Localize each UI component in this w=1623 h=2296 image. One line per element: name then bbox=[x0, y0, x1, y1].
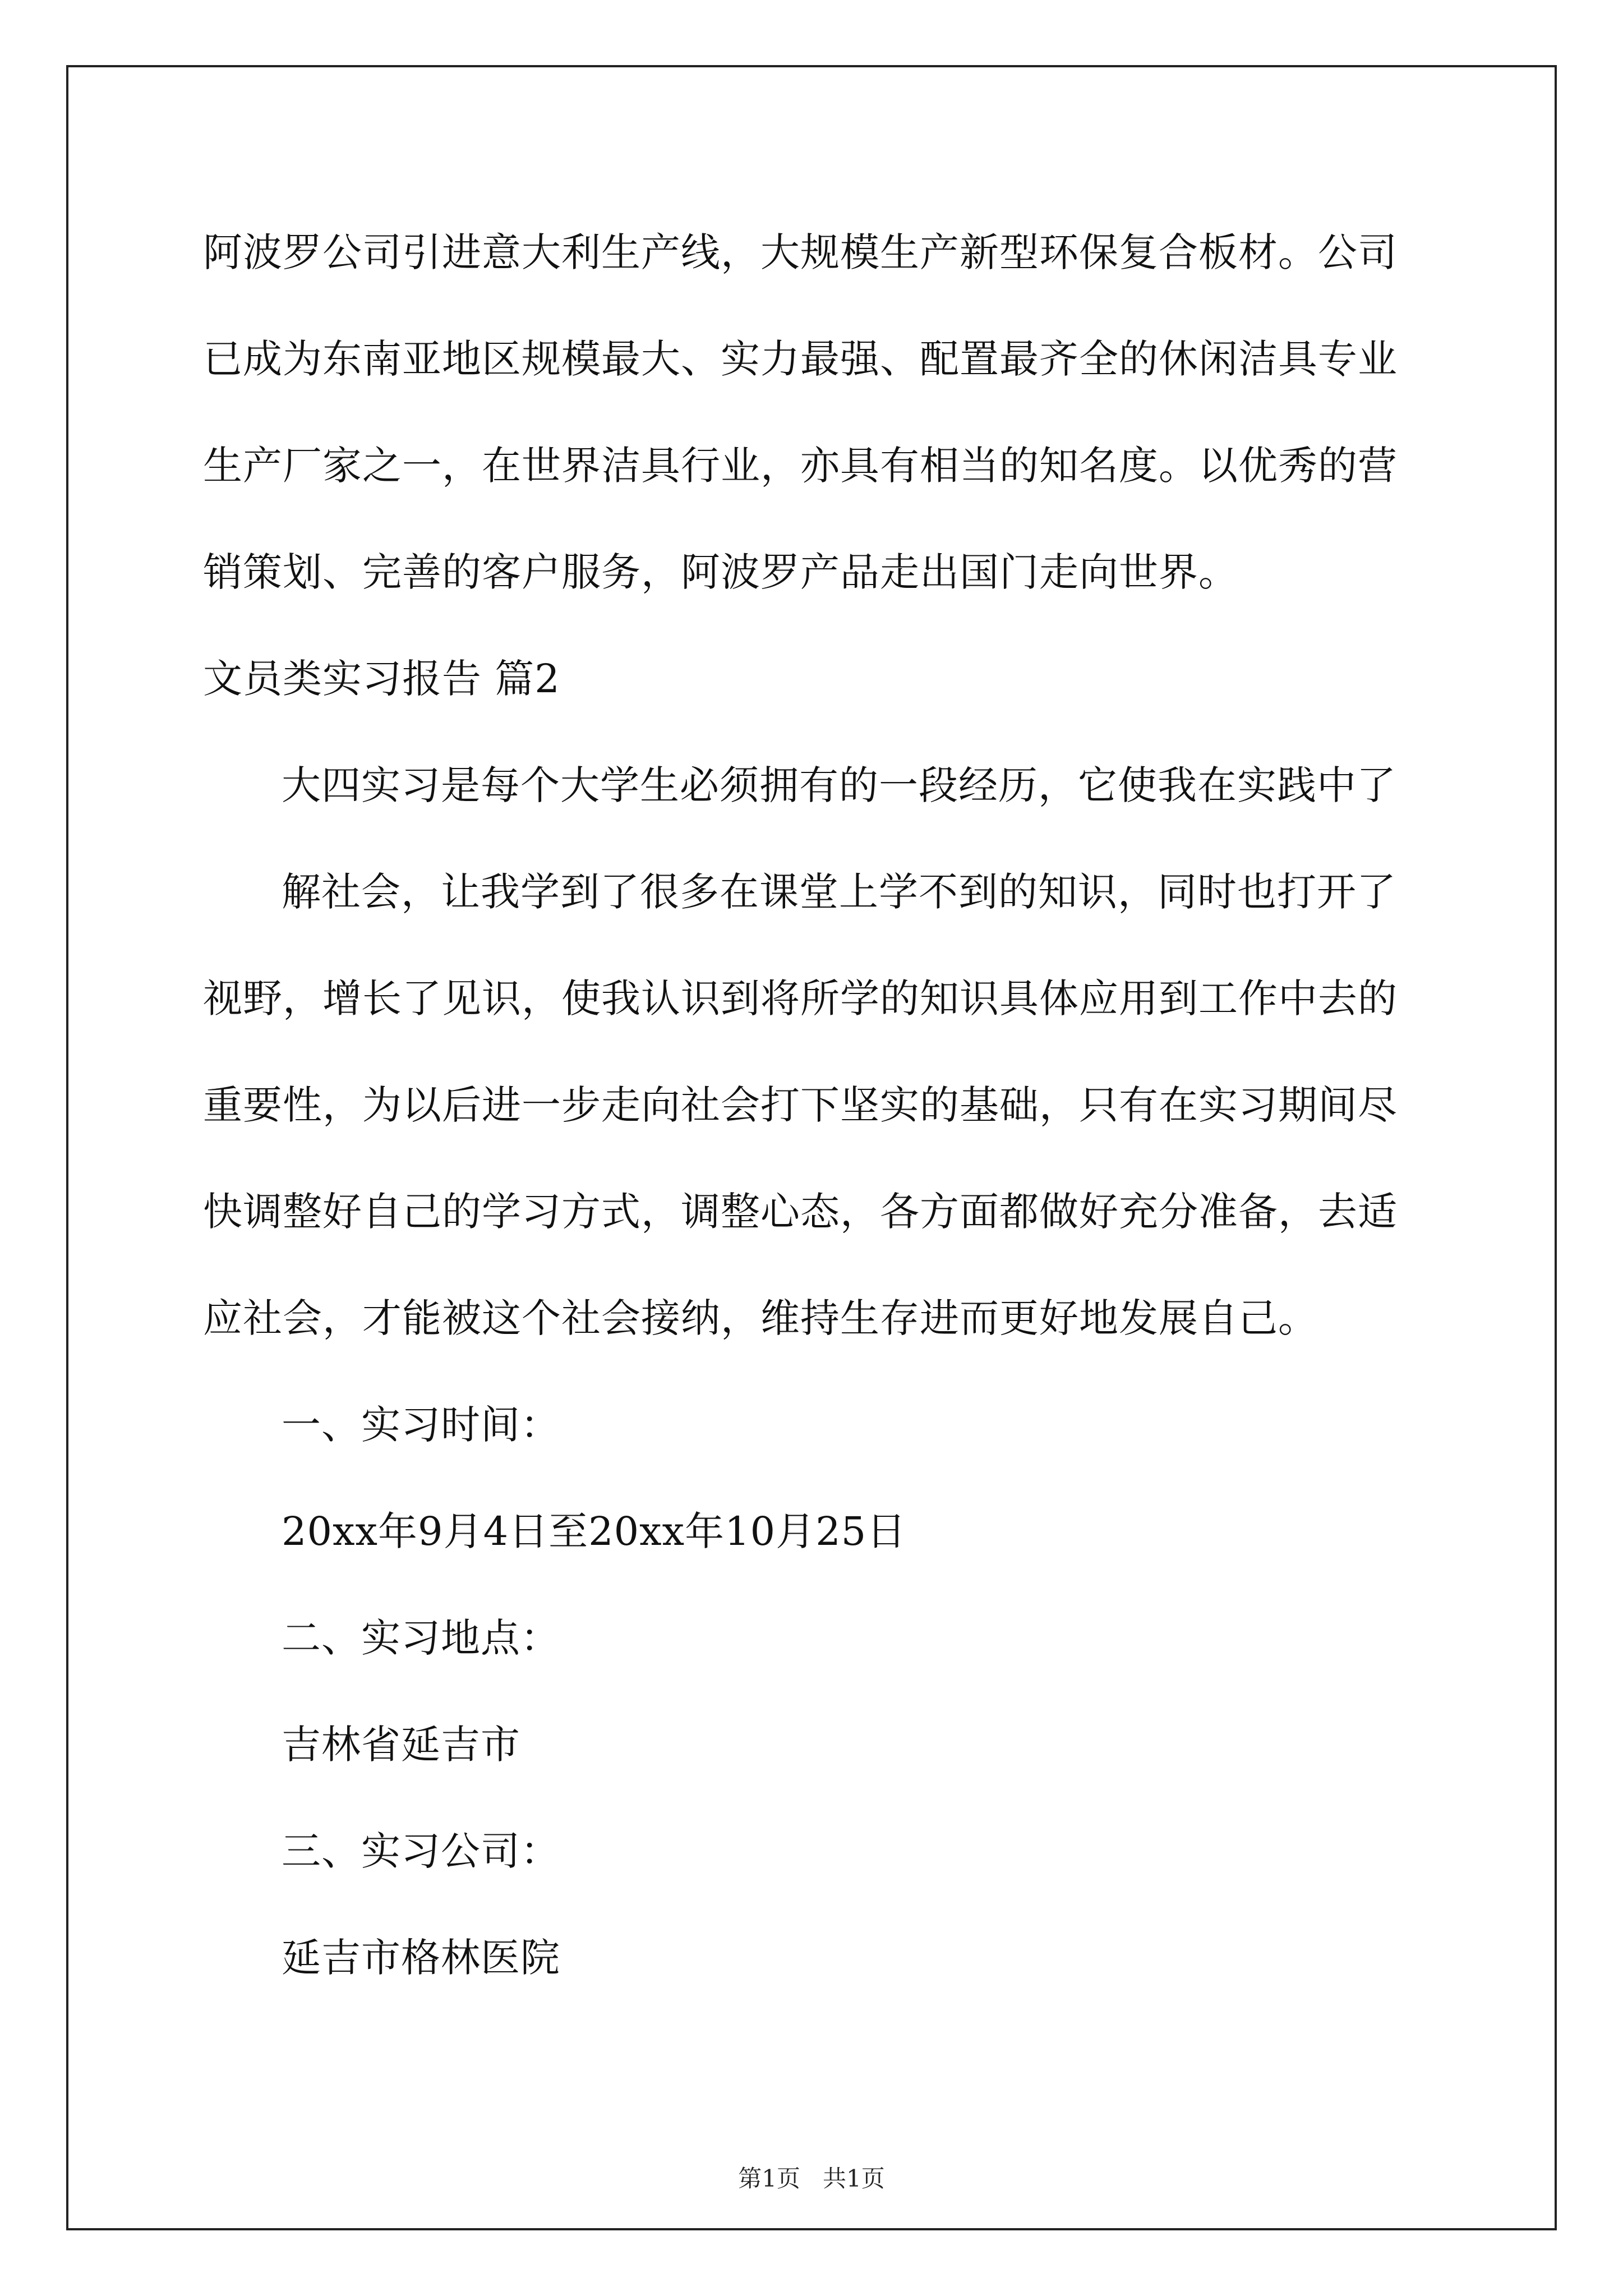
paragraph-line: 重要性，为以后进一步走向社会打下坚实的基础，只有在实习期间尽 bbox=[203, 1082, 1398, 1128]
list-heading: 三、实习公司： bbox=[282, 1828, 560, 1874]
list-heading: 一、实习时间： bbox=[282, 1402, 560, 1448]
list-value: 20xx年9月4日至20xx年10月25日 bbox=[282, 1508, 907, 1554]
paragraph-line: 大四实习是每个大学生必须拥有的一段经历，它使我在实践中了 bbox=[282, 762, 1396, 808]
paragraph-line: 解社会，让我学到了很多在课堂上学不到的知识，同时也打开了 bbox=[282, 869, 1396, 915]
page-total: 共1页 bbox=[823, 2165, 885, 2192]
paragraph-line: 阿波罗公司引进意大利生产线，大规模生产新型环保复合板材。公司 bbox=[203, 229, 1398, 275]
paragraph-line: 应社会，才能被这个社会接纳，维持生存进而更好地发展自己。 bbox=[203, 1295, 1318, 1341]
paragraph-line: 生产厂家之一，在世界洁具行业，亦具有相当的知名度。以优秀的营 bbox=[203, 443, 1398, 489]
page-number: 第1页 bbox=[738, 2165, 800, 2192]
paragraph-line: 快调整好自己的学习方式，调整心态，各方面都做好充分准备，去适 bbox=[203, 1189, 1398, 1235]
page-border bbox=[66, 65, 1557, 2230]
list-value: 延吉市格林医院 bbox=[282, 1935, 560, 1981]
section-heading: 文员类实习报告 篇2 bbox=[203, 656, 560, 702]
paragraph-line: 销策划、完善的客户服务，阿波罗产品走出国门走向世界。 bbox=[203, 549, 1238, 595]
paragraph-line: 已成为东南亚地区规模最大、实力最强、配置最齐全的休闲洁具专业 bbox=[203, 336, 1398, 382]
list-value: 吉林省延吉市 bbox=[282, 1722, 520, 1768]
page-footer bbox=[68, 2164, 1555, 2193]
list-heading: 二、实习地点： bbox=[282, 1615, 560, 1661]
paragraph-line: 视野，增长了见识，使我认识到将所学的知识具体应用到工作中去的 bbox=[203, 976, 1398, 1022]
